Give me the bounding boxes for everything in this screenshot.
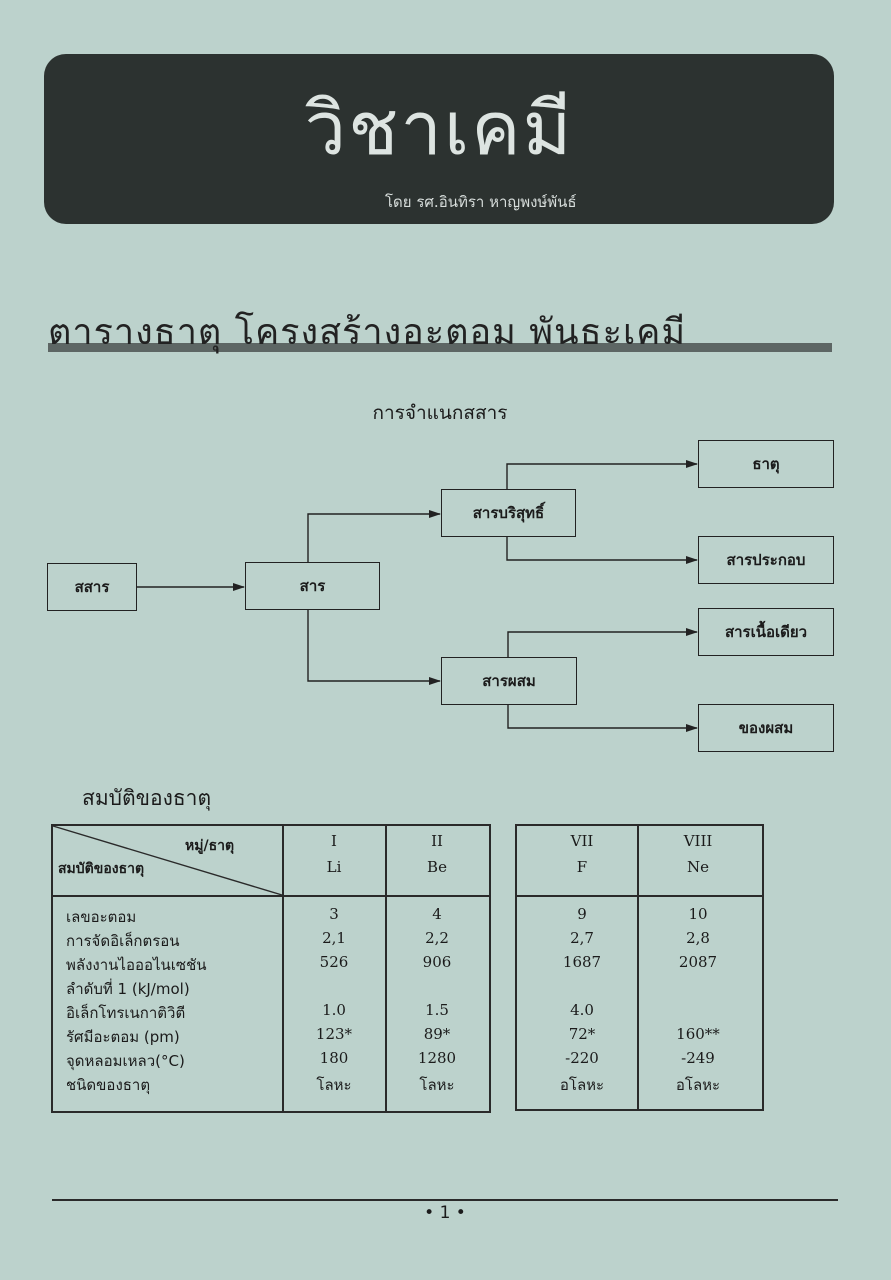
cell-value: 906: [422, 953, 452, 971]
cell-value: 1.0: [322, 1001, 346, 1019]
row-label: ลำดับที่ 1 (kJ/mol): [66, 980, 190, 998]
cell-value: 1687: [562, 953, 602, 971]
cell-value: 123*: [315, 1025, 353, 1043]
node-homogeneous: สารเนื้อเดียว: [698, 608, 834, 656]
column-group: I: [331, 832, 337, 850]
cell-value: 4.0: [570, 1001, 594, 1019]
cell-value: 2087: [678, 953, 718, 971]
cell-value: 2,1: [322, 929, 346, 947]
cell-value: 10: [688, 905, 708, 923]
cell-value: 2,8: [686, 929, 710, 947]
column-symbol: Li: [326, 858, 342, 876]
row-label: พลังงานไอออไนเซชัน: [66, 956, 207, 974]
column-group: VII: [570, 832, 594, 850]
cell-value: 1280: [417, 1049, 457, 1067]
cell-value: อโลหะ: [675, 1076, 721, 1094]
node-matter: สสาร: [47, 563, 137, 611]
cell-value: 72*: [568, 1025, 596, 1043]
row-label: จุดหลอมเหลว(°C): [66, 1052, 185, 1070]
node-substance: สาร: [245, 562, 380, 610]
row-label: การจัดอิเล็กตรอน: [66, 932, 180, 950]
column-symbol: F: [576, 858, 588, 876]
cell-value: 4: [432, 905, 442, 923]
cell-value: -249: [681, 1049, 715, 1067]
page-number: • 1 •: [424, 1203, 466, 1223]
column-symbol: Be: [427, 858, 447, 876]
table-divider: [637, 824, 639, 1111]
column-symbol: Ne: [686, 858, 709, 876]
cell-value: 3: [329, 905, 339, 923]
row-label: รัศมีอะตอม (pm): [66, 1028, 180, 1046]
node-element: ธาตุ: [698, 440, 834, 488]
node-heterogeneous: ของผสม: [698, 704, 834, 752]
cell-value: โลหะ: [316, 1076, 352, 1094]
cell-value: 526: [319, 953, 349, 971]
column-group: VIII: [683, 832, 713, 850]
column-group: II: [431, 832, 443, 850]
node-mixture: สารผสม: [441, 657, 577, 705]
cell-value: 2,2: [425, 929, 449, 947]
section-heading: ตารางธาตุ โครงสร้างอะตอม พันธะเคมี: [48, 312, 687, 353]
cell-value: 1.5: [425, 1001, 449, 1019]
table-header-rule: [515, 895, 764, 897]
cell-value: 180: [319, 1049, 349, 1067]
table-title: สมบัติของธาตุ: [82, 786, 212, 810]
cell-value: โลหะ: [419, 1076, 455, 1094]
cell-value: 89*: [423, 1025, 451, 1043]
node-compound: สารประกอบ: [698, 536, 834, 584]
row-label: เลขอะตอม: [66, 908, 137, 926]
node-pure-substance: สารบริสุทธิ์: [441, 489, 576, 537]
diagram-title: การจำแนกสสาร: [372, 402, 508, 424]
page-title: วิชาเคมี: [304, 86, 574, 172]
cell-value: อโลหะ: [559, 1076, 605, 1094]
cell-value: 9: [577, 905, 587, 923]
cell-value: 160**: [676, 1025, 720, 1043]
row-label: ชนิดของธาตุ: [66, 1076, 151, 1094]
footer-rule: [52, 1199, 838, 1201]
header-group-element: หมู่/ธาตุ: [185, 838, 235, 854]
row-label: อิเล็กโทรเนกาติวิตี: [66, 1004, 186, 1022]
cell-value: -220: [565, 1049, 599, 1067]
header-properties: สมบัติของธาตุ: [58, 861, 145, 877]
author-byline: โดย รศ.อินทิรา หาญพงษ์พันธ์: [385, 193, 577, 211]
cell-value: 2,7: [570, 929, 594, 947]
